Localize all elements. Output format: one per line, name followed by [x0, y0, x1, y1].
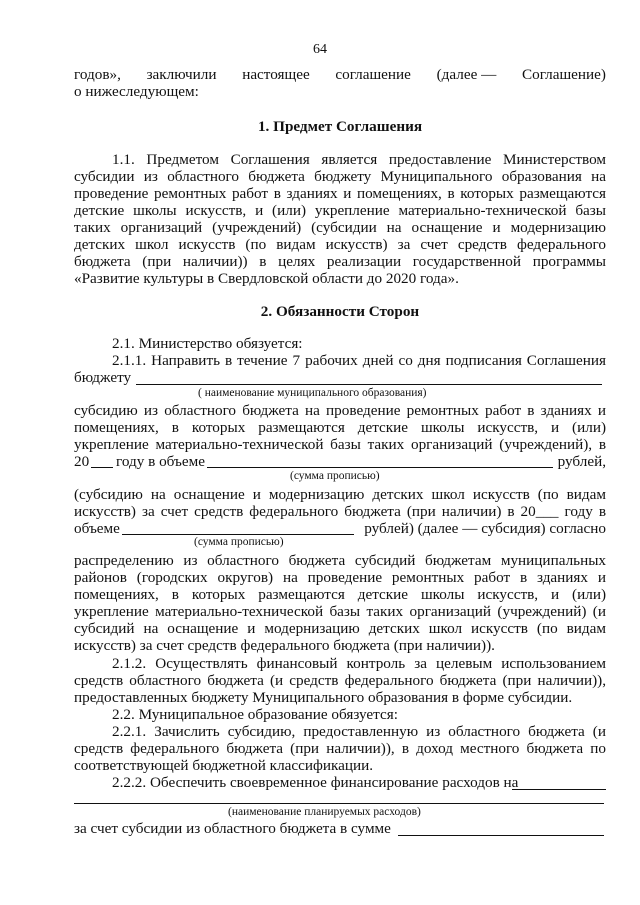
s1-line: бюджета (при наличии)) в целях реализации государственной программы — [74, 253, 606, 270]
s2-line: субсидий на оснащение и модернизацию детских школ искусств (по видам — [74, 620, 606, 637]
s2-line: искусств) за счет средств федерального бюджета (при наличии)). — [74, 637, 495, 654]
sum-blank-1 — [207, 467, 553, 468]
p221-line: соответствующей бюджетной классификации. — [74, 757, 374, 774]
page-number: 64 — [313, 42, 327, 57]
s2-line: распределению из областного бюджета субсидий бюджетам муниципальных — [74, 552, 606, 569]
s1-line: детских школ искусств (по видам искусств) за счет средств федерального — [74, 236, 606, 253]
section-2-heading: 2. Обязанности Сторон — [260, 303, 420, 320]
year-prefix: 20 — [74, 453, 90, 470]
section-1-heading: 1. Предмет Соглашения — [257, 118, 423, 135]
s2-line: районов (городских округов) на проведение ремонтных работ в зданиях и — [74, 569, 606, 586]
s1-line: «Развитие культуры в Свердловской области до 2020 года». — [74, 270, 459, 287]
year-blank — [91, 467, 113, 468]
s1-line: детские школы искусств, и (или) укрепление материально-технической базы — [74, 202, 606, 219]
volume-label: объеме — [74, 520, 120, 537]
p221-line: средств федерального бюджета (при наличии)), в доход местного бюджета по — [74, 740, 606, 757]
caption-municipality: ( наименование муниципального образования) — [198, 387, 427, 399]
caption-expenses: (наименование планируемых расходов) — [228, 806, 421, 818]
expenses-blank — [74, 803, 604, 804]
s2-line: помещениях, в которых размещаются детские школы искусств, и (или) — [74, 586, 606, 603]
s1-line: таких организаций (учреждений) (субсидии на оснащение и модернизацию — [74, 219, 606, 236]
s2-line: помещениях, в которых размещаются детские школы искусств, и (или) — [74, 419, 606, 436]
s1-line: субсидии из областного бюджета бюджету Муниципального образования на — [74, 168, 606, 185]
s1-line: проведение ремонтных работ в зданиях и помещениях, в которых размещаются — [74, 185, 606, 202]
caption-sum-2: (сумма прописью) — [194, 536, 284, 548]
p221-line: 2.2.1. Зачислить субсидию, предоставленную из областного бюджета (и — [112, 723, 606, 740]
sum-blank-2 — [122, 534, 354, 535]
year-suffix: году в объеме — [116, 453, 205, 470]
p21-intro: 2.1. Министерство обязуется: — [112, 335, 303, 352]
p212-line: 2.1.2. Осуществлять финансовый контроль за целевым использованием — [112, 655, 606, 672]
final-sum-blank — [398, 835, 604, 836]
municipality-blank — [136, 384, 602, 385]
caption-sum-1: (сумма прописью) — [290, 470, 380, 482]
budget-label: бюджету — [74, 369, 132, 386]
expenses-blank-end — [512, 789, 606, 790]
s2-line: искусств) за счет средств федерального бюджета (при наличии) в 20___ году в — [74, 503, 606, 520]
s2-line: укрепление материально-технической базы таких организаций (учреждений) (и — [74, 603, 606, 620]
s2-line: (субсидию на оснащение и модернизацию детских школ искусств (по видам — [74, 486, 606, 503]
s2-line: укрепление материально-технической базы таких организаций (учреждений), в — [74, 436, 606, 453]
rubles-label: рублей, — [557, 453, 606, 470]
s2-line: субсидию из областного бюджета на проведение ремонтных работ в зданиях и — [74, 402, 606, 419]
final-line: за счет субсидии из областного бюджета в сумме — [74, 820, 391, 837]
p211-line: 2.1.1. Направить в течение 7 рабочих дней со дня подписания Соглашения — [112, 352, 606, 369]
s1-line: 1.1. Предметом Соглашения является предоставление Министерством — [112, 151, 606, 168]
intro-line-1: годов», заключили настоящее соглашение (далее — Соглашение) — [74, 66, 606, 83]
p22-intro: 2.2. Муниципальное образование обязуется: — [112, 706, 398, 723]
p222-line: 2.2.2. Обеспечить своевременное финансирование расходов на — [112, 774, 519, 791]
p212-line: предоставленных бюджету Муниципального образования в форме субсидии. — [74, 689, 573, 706]
intro-line-2: о нижеследующем: — [74, 83, 199, 100]
p212-line: средств областного бюджета (и средств федерального бюджета (при наличии)), — [74, 672, 606, 689]
volume-suffix: рублей) (далее — субсидия) согласно — [364, 520, 606, 537]
